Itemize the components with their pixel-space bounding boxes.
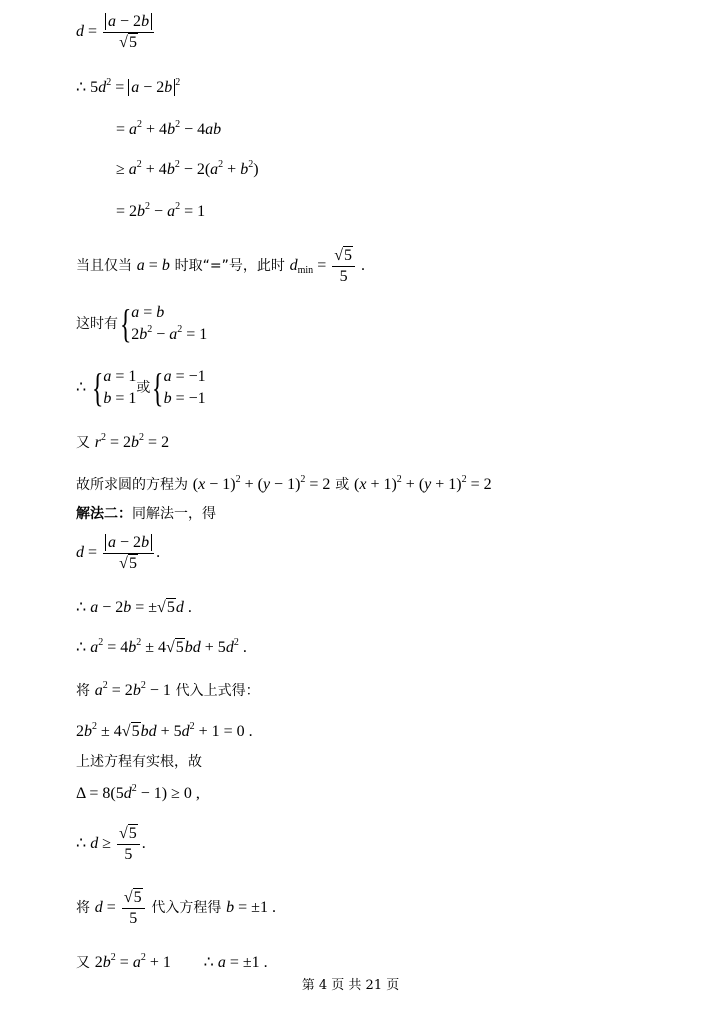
text-final: 又 $2b^2 = a^2 + 1$ ∴ a = ±1 .	[76, 952, 268, 971]
eq-a-minus-2b: ∴ a − 2b = ±√5d .	[76, 599, 192, 616]
eq-distance-formula: d = $\frac{a - 2b}{√5}$	[76, 12, 156, 53]
eq-expand: = $a^2 + 4b^2 - 4ab$	[116, 119, 222, 138]
fraction: $\frac{a - 2b}{√5}$	[103, 12, 154, 53]
text-substitute-d: 将 d = $\frac{√5}{5}$ 代入方程得 b = ±1 .	[76, 889, 276, 927]
eq-result: = $2b^2 - a^2 = 1$	[116, 201, 206, 220]
eq-radius: 又 $r^2 = 2b^2 = 2$	[76, 432, 170, 451]
text-real-roots: 上述方程有实根，故	[76, 754, 202, 770]
text-equality-condition: 当且仅当 a = b 时取“=”号，此时 $d_{min}$ = $\frac{√5}{5}$ .	[76, 247, 365, 285]
text-substitute: 将 $a^2 = 2b^2 - 1$ 代入上式得：	[76, 680, 260, 699]
eq-quadratic: $2b^2 \pm 4√5bd + 5d^2 + 1 = 0$ .	[76, 721, 253, 740]
eq-a-squared: ∴ $a^2 = 4b^2 \pm 4√5bd + 5d^2$ .	[76, 637, 247, 656]
eq-inequality: ≥ $a^2 + 4b^2 - 2(a^2 + b^2)$	[116, 159, 259, 178]
eq-system-solutions: ∴ { a = 1 b = 1 或{ a = −1 b = −1	[76, 365, 206, 410]
page-footer: 第 4 页 共 21 页	[301, 978, 400, 993]
eq-circle-equations: 故所求圆的方程为 $(x - 1)^2 + (y - 1)^2 = 2$ 或 $(x + 1)^2 + (y + 1)^2 = 2$	[76, 474, 492, 493]
method-two-heading: 解法二：同解法一，得	[76, 506, 216, 522]
eq-5d-squared: ∴ $5d^2 = a - 2b$ $^2$	[76, 77, 181, 96]
eq-discriminant: $\Delta = 8(5d^2 - 1) \ge 0$ ,	[76, 783, 200, 802]
eq-distance-formula-2: d = $\frac{a - 2b}{√5}$ .	[76, 534, 161, 572]
eq-system-1: 这时有{ a = b $2b^2 - a^2 = 1$	[76, 301, 208, 346]
eq-d-bound: ∴ d ≥ $\frac{√5}{5}$ .	[76, 825, 146, 863]
